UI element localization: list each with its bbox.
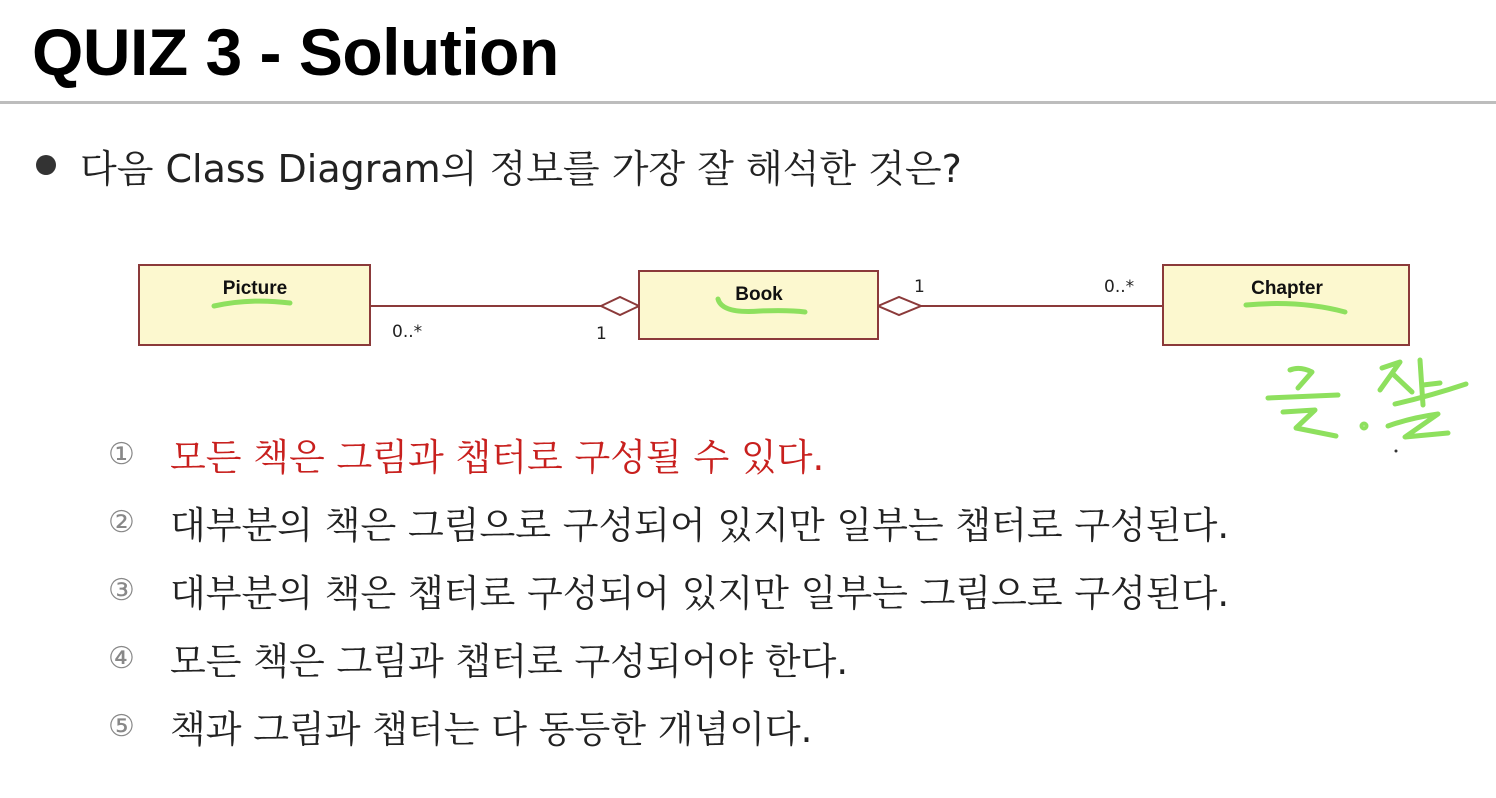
slide-title: QUIZ 3 - Solution <box>32 15 559 89</box>
handwritten-annotation <box>1268 360 1466 437</box>
option-2 <box>108 488 1229 556</box>
option-text: 대부분의 책은 챕터로 구성되어 있지만 일부는 그림으로 구성된다. <box>170 572 1230 615</box>
option-number: ② <box>108 504 135 540</box>
option-3 <box>108 556 1229 624</box>
multiplicity-chapter: 0..* <box>1104 277 1135 297</box>
option-number: ① <box>108 436 135 472</box>
option-1 <box>108 420 1229 488</box>
option-number: ⑤ <box>108 708 135 744</box>
multiplicity-book-left: 1 <box>596 324 607 344</box>
class-box-book <box>639 271 878 339</box>
stray-dot <box>1395 450 1398 453</box>
option-5 <box>108 692 1229 760</box>
option-number: ③ <box>108 572 135 608</box>
class-name-picture: Picture <box>222 278 288 299</box>
aggregation-diamond-right-icon <box>878 297 921 315</box>
option-text: 책과 그림과 챕터는 다 동등한 개념이다. <box>170 708 813 751</box>
class-name-chapter: Chapter <box>1251 278 1323 299</box>
multiplicity-book-right: 1 <box>914 277 925 297</box>
answer-options <box>108 420 1229 760</box>
option-number: ④ <box>108 640 135 676</box>
option-4 <box>108 624 1229 692</box>
multiplicity-picture: 0..* <box>392 322 423 342</box>
class-name-book: Book <box>735 284 783 305</box>
option-text: 대부분의 책은 그림으로 구성되어 있지만 일부는 챕터로 구성된다. <box>170 504 1230 547</box>
option-text: 모든 책은 그림과 챕터로 구성되어야 한다. <box>170 640 849 683</box>
question-text: 다음 Class Diagram의 정보를 가장 잘 해석한 것은? <box>80 146 962 191</box>
class-box-picture <box>139 265 370 345</box>
aggregation-diamond-left-icon <box>601 297 639 315</box>
option-text: 모든 책은 그림과 챕터로 구성될 수 있다. <box>170 436 825 479</box>
